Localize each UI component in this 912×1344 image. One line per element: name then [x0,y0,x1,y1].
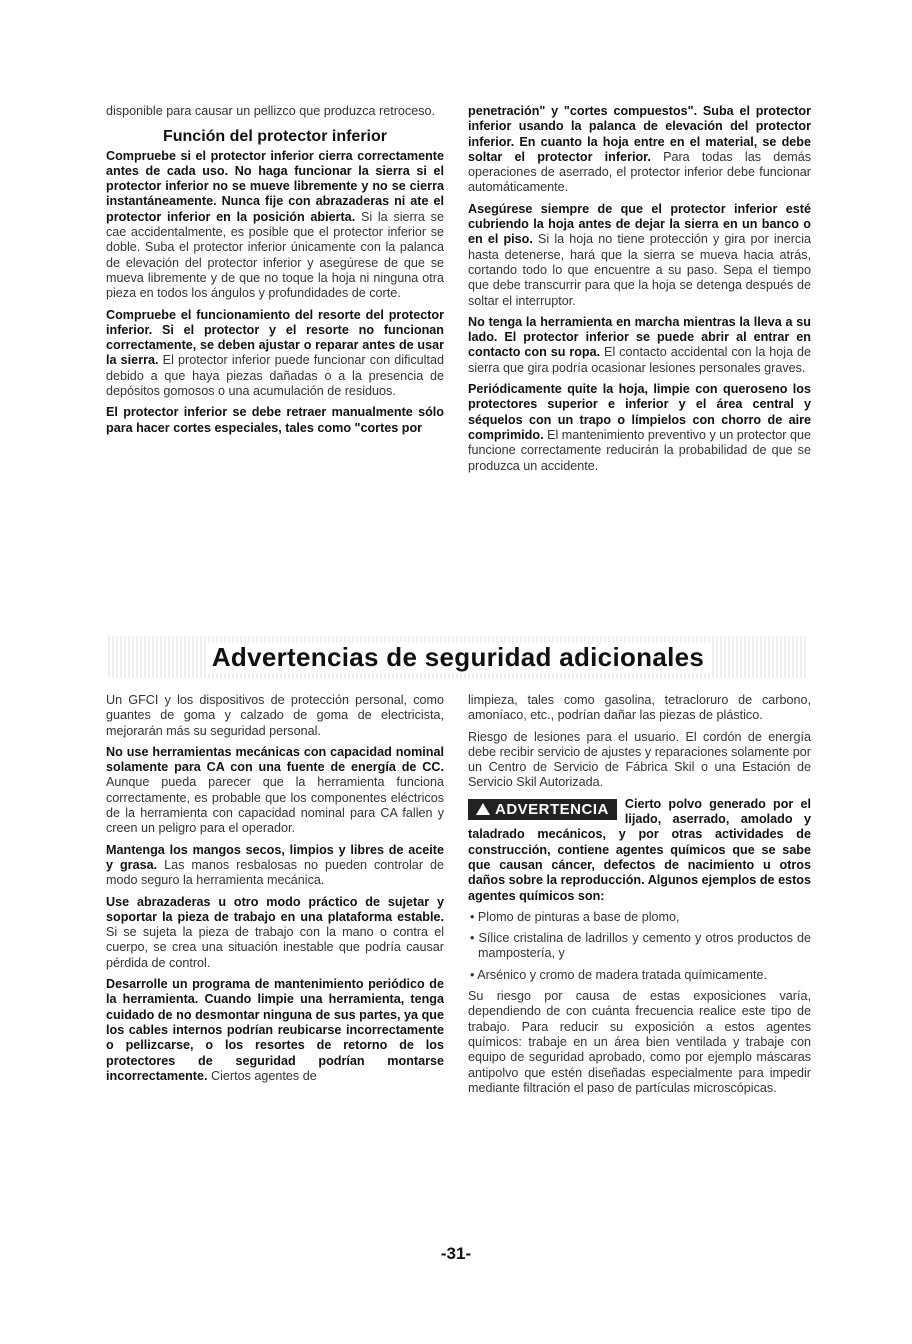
paragraph: Use abrazaderas u otro modo práctico de sujetar y soportar la pieza de trabajo en una plataforma estable. Si se sujeta la pieza de trabajo con la mano o contra el cuerpo, se crea una situación inestable que podría causar pérdida de control. [106,894,444,970]
paragraph: disponible para causar un pellizco que produzca retroceso. [106,104,436,118]
paragraph: limpieza, tales como gasolina, tetracloruro de carbono, amoníaco, etc., podrían dañar las piezas de plástico. [468,693,811,723]
paragraph: El protector inferior se debe retraer manualmente sólo para hacer cortes especiales, tales como "cortes por [106,405,444,435]
chemical-list [468,910,811,983]
paragraph: Un GFCI y los dispositivos de protección personal, como guantes de goma y calzado de goma de electricista, mejorarán más su seguridad personal. [106,693,444,738]
paragraph: No use herramientas mecánicas con capacidad nominal solamente para CA con una fuente de energía de CC. Aunque pueda parecer que la herramienta funciona correctamente, es probable que los componentes eléctricos de la herramienta con capacidad nominal para CA fallen y creen un peligro para el operador. [106,744,444,836]
right-top-column [468,104,811,480]
banner-title: Advertencias de seguridad adicionales [206,642,710,673]
paragraph: Periódicamente quite la hoja, limpie con queroseno los protectores superior e inferior y el área central y séquelos con un trapo o límpielos con chorro de aire comprimido. El mantenimiento preventivo y un protector que funcione correctamente reducirán la probabilidad de que se produzca un accidente. [468,382,811,473]
section-banner [108,636,808,678]
paragraph: Asegúrese siempre de que el protector inferior esté cubriendo la hoja antes de dejar la sierra en un banco o en el piso. Si la hoja no tiene protección y gira por inercia hasta detenerse, hará que la sierra se mueva hacia atrás, cortando todo lo que encuentre a su paso. Sepa el tiempo que debe transcurrir para que la hoja se detenga después de soltar el interruptor. [468,201,811,308]
warning-triangle-icon [476,803,490,815]
paragraph: Compruebe el funcionamiento del resorte del protector inferior. Si el protector y el resorte no funcionan correctamente, se deben ajustar o reparar antes de usar la sierra. El protector inferior puede funcionar con dificultad debido a que haya piezas dañadas o a la presencia de depósitos gomosos o una acumulación de residuos. [106,307,444,399]
list-item: • Sílice cristalina de ladrillos y cemento y otros productos de mampostería, y [470,931,811,961]
page-number: -31- [440,1244,472,1263]
warning-badge [468,799,617,820]
section-heading: Función del protector inferior [162,128,387,146]
list-item: • Plomo de pinturas a base de plomo, [470,909,680,924]
left-top-column [106,104,444,442]
paragraph: Su riesgo por causa de estas exposiciones varía, dependiendo de con cuánta frecuencia realice este tipo de trabajo. Para reducir su exposición a estos agentes químicos: trabaje en un área bien ventilada y trabaje con equipo de seguridad aprobado, como por ejemplo máscaras antipolvo que estén diseñadas especialmente para impedir mediante filtración el paso de partículas microscópicas. [468,989,811,1095]
list-item: • Arsénico y cromo de madera tratada químicamente. [470,967,768,982]
left-bottom-column [106,693,444,1090]
paragraph: penetración" y "cortes compuestos". Suba el protector inferior usando la palanca de elevación del protector inferior. En cuanto la hoja entre en el material, se debe soltar el protector inferior. Para todas las demás operaciones de aserrado, el protector inferior debe funcionar automáticamente. [468,104,811,195]
warning-paragraph: ADVERTENCIA Cierto polvo generado por el lijado, aserrado, amolado y taladrado mecánicos, y por otras actividades de construcción, contiene agentes químicos que se sabe que causan cáncer, defectos de nacimiento u otros daños sobre la reproducción. Algunos ejemplos de estos agentes químicos son: [468,796,811,903]
paragraph: Compruebe si el protector inferior cierra correctamente antes de cada uso. No haga funcionar la sierra si el protector inferior no se mueve libremente y no se cierra instantáneamente. Nunca fije con abrazaderas ni ate el protector inferior en la posición abierta. Si la sierra se cae accidentalmente, es posible que el protector inferior se doble. Suba el protector inferior únicamente con la palanca de elevación del protector inferior y asegúrese de que se mueva libremente y de que no toque la hoja ni ninguna otra pieza en todos los ángulos y profundidades de corte. [106,148,444,301]
paragraph: Riesgo de lesiones para el usuario. El cordón de energía debe recibir servicio de ajustes y reparaciones solamente por un Centro de Servicio de Fábrica Skil o una Estación de Servicio Skil Autorizada. [468,729,811,790]
paragraph: Mantenga los mangos secos, limpios y libres de aceite y grasa. Las manos resbalosas no pueden controlar de modo seguro la herramienta mecánica. [106,842,444,888]
right-bottom-column [468,693,811,1102]
paragraph: Desarrolle un programa de mantenimiento periódico de la herramienta. Cuando limpie una herramienta, tenga cuidado de no desmontar ninguna de sus partes, ya que los cables internos podrían reubicarse incorrectamente o pellizcarse, o los resortes de retorno de los protectores de seguridad podrían montarse incorrectamente. Ciertos agentes de [106,977,444,1083]
paragraph: No tenga la herramienta en marcha mientras la lleva a su lado. El protector inferior se puede abrir al entrar en contacto con su ropa. El contacto accidental con la hoja de sierra que gira podría ocasionar lesiones personales graves. [468,314,811,375]
warning-label: ADVERTENCIA [495,800,609,818]
